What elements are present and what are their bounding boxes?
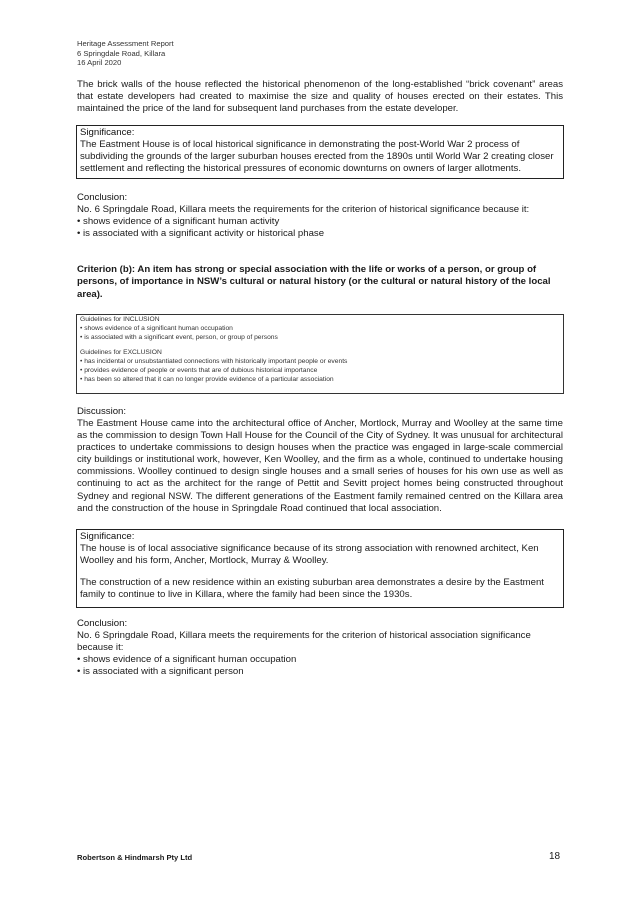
page-number: 18 [549,851,561,862]
significance-text-1: The Eastment House is of local historical significance in demonstrating the post-World War 2 process of subdividing the grounds of the larger suburban houses erected from the 1890s until World War 2 creating closer settlement and reflecting the historical pressures of economic downturns on owners of larger allotments. [80,139,554,175]
conclusion-text-2: No. 6 Springdale Road, Killara meets the requirements for the criterion of historical association significance because it: [77,630,531,654]
significance-heading-2: Significance: [80,531,135,542]
list-item: • provides evidence of people or events that are of dubious historical importance [80,367,318,375]
conclusion-bullets-1 [77,216,563,240]
list-item: • shows evidence of a significant human activity [77,216,280,228]
list-item: • is associated with a significant activity or historical phase [77,228,325,240]
header-date: 16 April 2020 [77,58,122,68]
significance-text-2b: The construction of a new residence within an existing suburban area demonstrates a desire by the Eastment family to continue to live in Killara, where the family had been since the 1930s. [80,577,544,601]
list-item: • shows evidence of a significant human occupation [77,654,297,666]
significance-heading-1: Significance: [80,127,135,138]
list-item: • has been so altered that it can no longer provide evidence of a particular association [80,376,334,384]
inclusion-heading: Guidelines for INCLUSION [80,316,160,323]
list-item: • is associated with a significant person [77,666,244,678]
intro-paragraph: The brick walls of the house reflected the historical phenomenon of the long-established “brick covenant” areas that estate developers had created to maximise the size and quality of houses erected on their estates. This maintained the price of the land for subsequent land purchases from the estate developer. [77,79,563,115]
conclusion-heading-1: Conclusion: [77,192,128,203]
criterion-heading: Criterion (b): An item has strong or special association with the life or works of a person, or group of persons, of importance in NSW’s cultural or natural history (or the cultural or natural history of the local area). [77,264,551,300]
header-address: 6 Springdale Road, Killara [77,48,166,58]
list-item: • shows evidence of a significant human occupation [80,325,233,333]
conclusion-heading-2: Conclusion: [77,618,128,629]
exclusion-list [80,357,560,385]
list-item: • is associated with a significant event, person, or group of persons [80,334,278,342]
conclusion-section-2 [77,618,563,678]
page-header [77,39,174,68]
discussion-section [77,406,563,515]
discussion-heading: Discussion: [77,406,127,417]
conclusion-text-1: No. 6 Springdale Road, Killara meets the requirements for the criterion of historical significance because it: [77,204,530,215]
inclusion-list [80,324,560,342]
discussion-text: The Eastment House came into the architectural office of Ancher, Mortlock, Murray and Woolley at the same time as the commission to design Town Hall House for the Council of the City of Sydney. It was unusual for architectural practices to undertake commissions to design houses when the practice was engaged in large-scale commercial city buildings or institutional work, however, Ken Woolley, and the firm as a whole, continued to undertake housing commissions. Woolley continued to design single houses and a small series of houses for his own use as well as continuing to act as the architect for the range of Pettit and Sevitt project homes being constructed throughout Sydney and regional NSW. The different generations of the Eastment family remained centred on the Killara area and the construction of the house in Springdale Road continued that local association. [77,418,563,514]
significance-box-1 [76,125,564,179]
conclusion-section-1 [77,192,563,240]
list-item: • has incidental or unsubstantiated connections with historically important people or events [80,357,348,365]
header-report-title: Heritage Assessment Report [77,39,174,48]
guidelines-box [76,314,564,394]
conclusion-bullets-2 [77,654,563,678]
significance-text-2a: The house is of local associative significance because of its strong association with renowned architect, Ken Woolley and his form, Ancher, Mortlock, Murray & Woolley. [80,543,539,567]
exclusion-heading: Guidelines for EXCLUSION [80,348,162,356]
footer-company: Robertson & Hindmarsh Pty Ltd [77,853,193,862]
significance-box-2 [76,529,564,608]
